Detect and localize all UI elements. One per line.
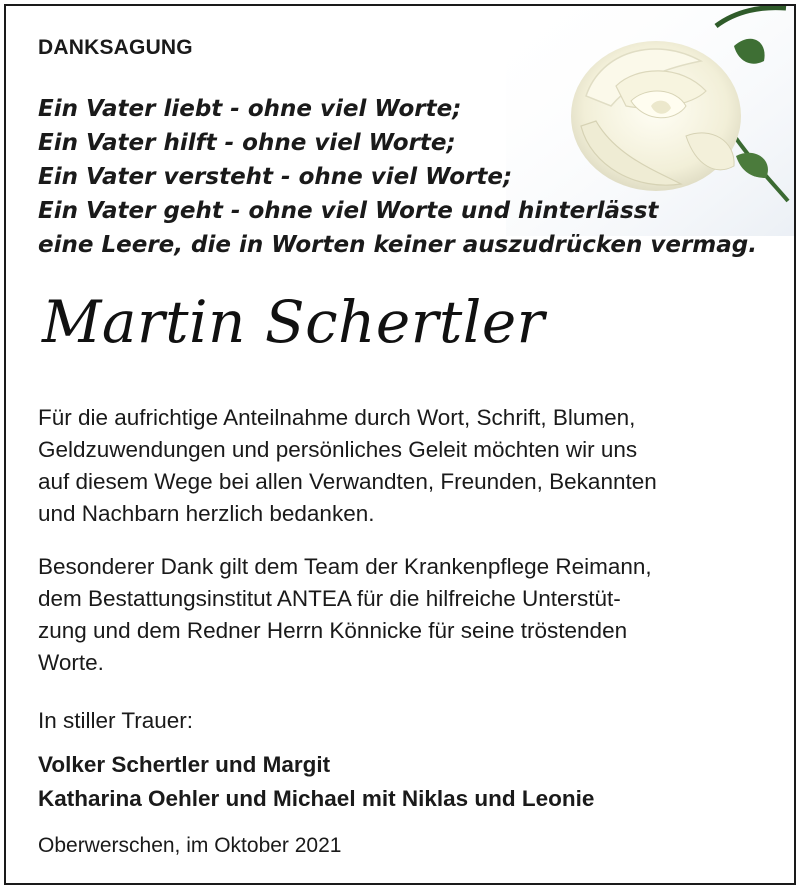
thanks-paragraph — [38, 402, 778, 530]
paragraph-line: dem Bestattungsinstitut ANTEA für die hilfreiche Unterstüt- — [38, 586, 621, 611]
poem-line: eine Leere, die in Worten keiner auszudrücken vermag. — [38, 232, 757, 258]
special-thanks-paragraph — [38, 551, 778, 679]
signers — [38, 748, 594, 816]
paragraph-line: zung und dem Redner Herrn Könnicke für seine tröstenden — [38, 618, 628, 643]
poem-line: Ein Vater hilft - ohne viel Worte; — [38, 130, 456, 156]
poem-line: Ein Vater versteht - ohne viel Worte; — [38, 164, 513, 190]
deceased-name: Martin Schertler — [42, 288, 545, 356]
paragraph-line: Worte. — [38, 650, 104, 675]
mourning-intro: In stiller Trauer: — [38, 708, 194, 733]
heading: DANKSAGUNG — [38, 36, 193, 59]
paragraph-line: auf diesem Wege bei allen Verwandten, Freunden, Bekannten — [38, 469, 657, 494]
signer-line: Katharina Oehler und Michael mit Niklas und Leonie — [38, 786, 595, 811]
signer-line: Volker Schertler und Margit — [38, 752, 331, 777]
obituary-notice — [4, 4, 796, 885]
poem-line: Ein Vater geht - ohne viel Worte und hinterlässt — [38, 198, 659, 224]
paragraph-line: Besonderer Dank gilt dem Team der Krankenpflege Reimann, — [38, 554, 652, 579]
place-date: Oberwerschen, im Oktober 2021 — [38, 834, 342, 857]
paragraph-line: Geldzuwendungen und persönliches Geleit möchten wir uns — [38, 437, 638, 462]
poem — [38, 92, 778, 262]
paragraph-line: Für die aufrichtige Anteilnahme durch Wort, Schrift, Blumen, — [38, 405, 636, 430]
paragraph-line: und Nachbarn herzlich bedanken. — [38, 501, 375, 526]
poem-line: Ein Vater liebt - ohne viel Worte; — [38, 96, 462, 122]
